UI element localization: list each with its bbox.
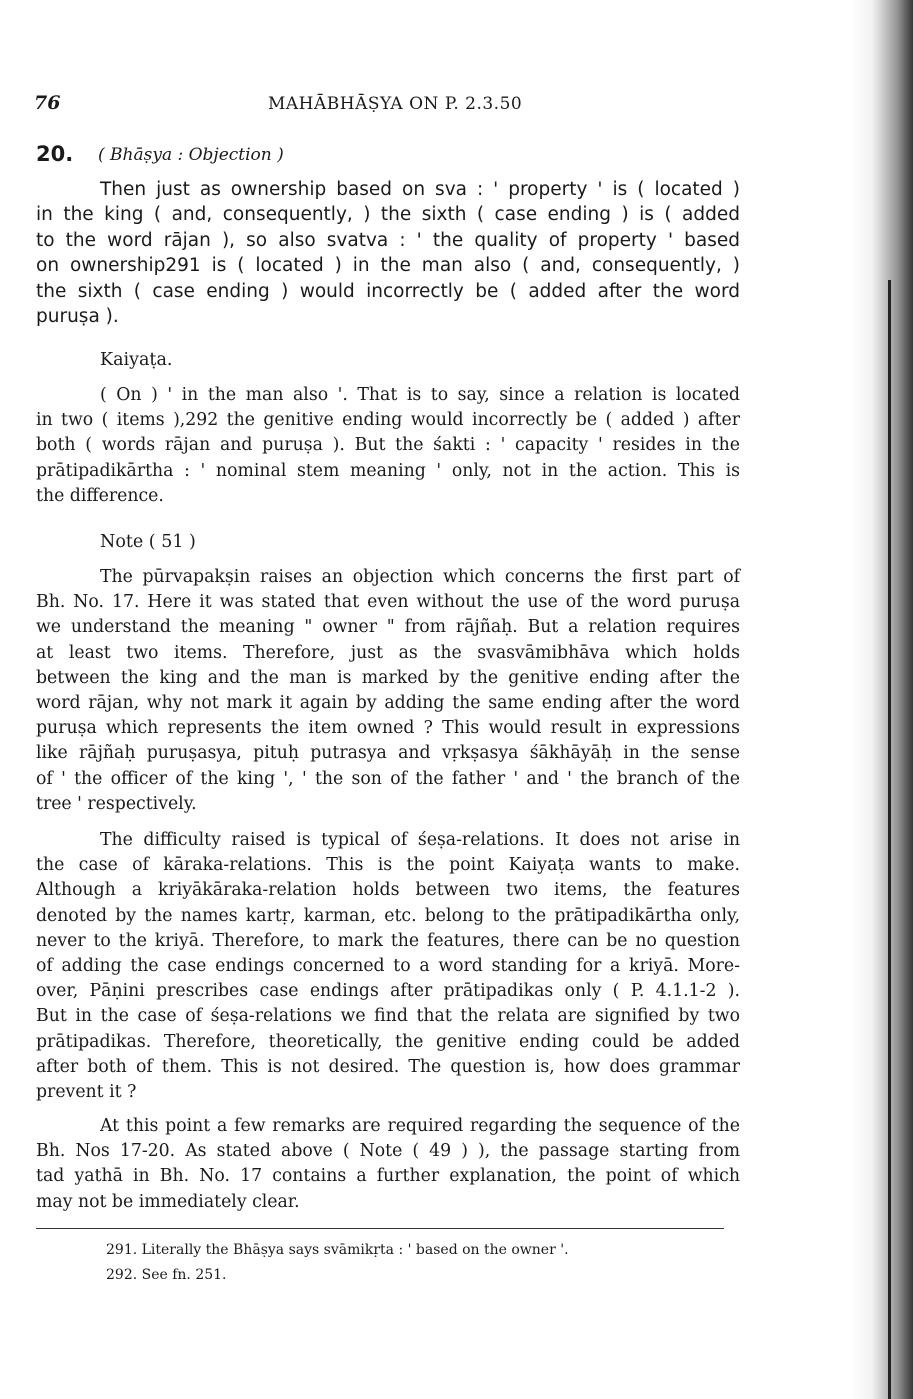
text-line: over, Pāṇini prescribes case endings after prātipadikas only ( P. 4.1.1-2 ). (36, 981, 740, 1002)
footnote-291: 291. Literally the Bhāṣya says svāmikṛta : ' based on the owner '. (106, 1242, 569, 1258)
section-number: 20. (36, 142, 74, 166)
text-line: word rājan, why not mark it again by adding the same ending after the word (36, 692, 740, 713)
text-line: But in the case of śeṣa-relations we find that the relata are signified by two (36, 1006, 740, 1027)
footnote-292: 292. See fn. 251. (106, 1267, 227, 1283)
text-line: we understand the meaning " owner " from rājñaḥ. But a relation requires (36, 617, 740, 638)
text-line: of ' the officer of the king ', ' the son of the father ' and ' the branch of the (36, 768, 740, 789)
text-line: the case of kāraka-relations. This is the point Kaiyaṭa wants to make. (36, 855, 740, 876)
note-paragraph-3 (36, 1114, 740, 1215)
text-line: in the king ( and, consequently, ) the sixth ( case ending ) is ( added (36, 204, 740, 226)
text-line: Then just as ownership based on sva : ' property ' is ( located ) (100, 179, 740, 200)
text-line: of adding the case endings concerned to a word standing for a kriyā. More- (36, 955, 740, 976)
footnote-divider (36, 1228, 724, 1229)
text-line: tree ' respectively. (36, 793, 197, 814)
running-head: MAHĀBHĀṢYA ON P. 2.3.50 (268, 94, 523, 114)
text-line: puruṣa ). (36, 305, 119, 327)
bhasya-paragraph (36, 177, 740, 329)
text-line: tad yathā in Bh. No. 17 contains a further explanation, the point of which (36, 1166, 740, 1187)
text-line: prevent it ? (36, 1081, 137, 1102)
page-binding-shadow (851, 0, 913, 1399)
kaiyata-paragraph (36, 383, 740, 509)
text-line: on ownership291 is ( located ) in the man also ( and, consequently, ) (36, 255, 740, 277)
page-binding-edge-line (888, 280, 891, 1399)
text-line: prātipadikārtha : ' nominal stem meaning ' only, not in the action. This is (36, 460, 740, 481)
section-subtitle: ( Bhāṣya : Objection ) (98, 145, 284, 165)
text-line: never to the kriyā. Therefore, to mark the features, there can be no question (36, 930, 740, 951)
text-line: at least two items. Therefore, just as the svasvāmibhāva which holds (36, 642, 740, 663)
text-line: in two ( items ),292 the genitive ending would incorrectly be ( added ) after (36, 410, 740, 431)
text-line: between the king and the man is marked by the genitive ending after the (36, 667, 740, 688)
text-line: both ( words rājan and puruṣa ). But the śakti : ' capacity ' resides in the (36, 435, 740, 456)
text-line: Bh. No. 17. Here it was stated that even without the use of the word puruṣa (36, 592, 740, 613)
note-heading: Note ( 51 ) (100, 532, 196, 552)
text-line: Bh. Nos 17-20. As stated above ( Note ( 49 ) ), the passage starting from (36, 1141, 740, 1162)
text-line: the sixth ( case ending ) would incorrectly be ( added after the word (36, 280, 740, 302)
text-line: puruṣa which represents the item owned ? This would result in expressions (36, 718, 740, 739)
text-line: prātipadikas. Therefore, theoretically, the genitive ending could be added (36, 1031, 740, 1052)
kaiyata-heading: Kaiyaṭa. (100, 350, 173, 370)
text-line: like rājñaḥ puruṣasya, pituḥ putrasya and vṛkṣasya śākhāyāḥ in the sense (36, 743, 740, 764)
text-line: At this point a few remarks are required regarding the sequence of the (100, 1116, 740, 1136)
page-number: 76 (34, 92, 61, 114)
text-line: after both of them. This is not desired. The question is, how does grammar (36, 1056, 740, 1077)
text-line: the difference. (36, 485, 164, 506)
text-line: ( On ) ' in the man also '. That is to say, since a relation is located (100, 385, 740, 405)
text-line: Although a kriyākāraka-relation holds between two items, the features (36, 880, 740, 901)
text-line: to the word rājan ), so also svatva : ' the quality of property ' based (36, 229, 740, 251)
text-line: may not be immediately clear. (36, 1191, 300, 1212)
text-line: The difficulty raised is typical of śeṣa-relations. It does not arise in (100, 830, 740, 850)
text-line: denoted by the names kartṛ, karman, etc. belong to the prātipadikārtha only, (36, 905, 740, 926)
note-paragraph-1 (36, 565, 740, 817)
note-paragraph-2 (36, 828, 740, 1105)
text-line: The pūrvapakṣin raises an objection which concerns the first part of (100, 567, 740, 587)
